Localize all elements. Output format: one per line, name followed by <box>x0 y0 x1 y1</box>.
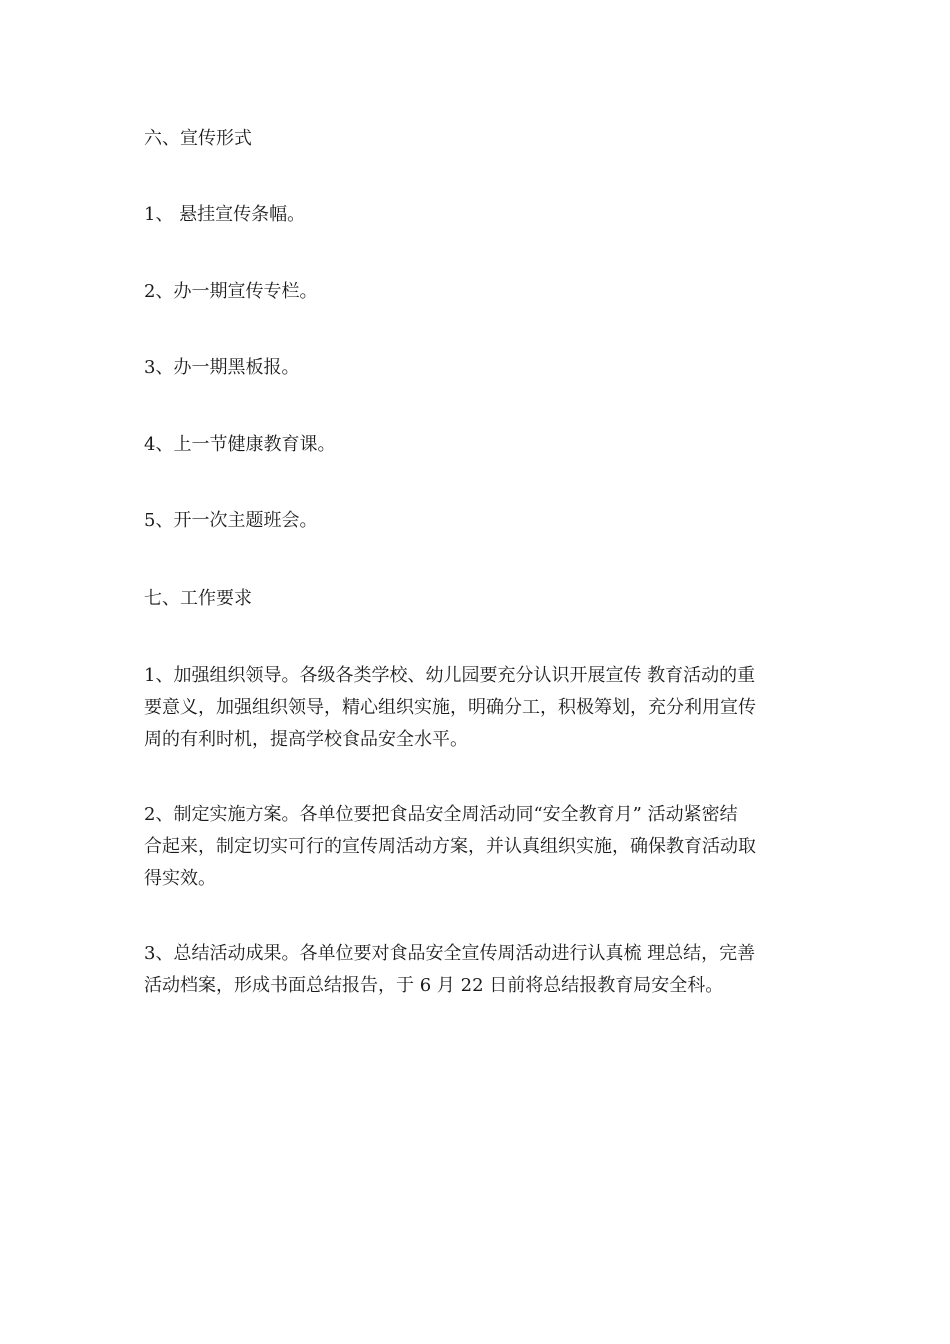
requirement-paragraph <box>144 938 809 1002</box>
list-item: 5、开一次主题班会。 <box>144 510 318 531</box>
list-item: 2、办一期宣传专栏。 <box>144 281 318 302</box>
list-item: 4、上一节健康教育课。 <box>144 434 336 455</box>
paragraph-line: 1、加强组织领导。各级各类学校、幼儿园要充分认识开展宣传 教育活动的重 <box>144 665 756 686</box>
paragraph-line: 得实效。 <box>144 868 216 889</box>
list-item: 1、 悬挂宣传条幅。 <box>144 204 306 225</box>
paragraph-line: 周的有利时机，提高学校食品安全水平。 <box>144 729 468 750</box>
section-six-heading: 六、宣传形式 <box>144 128 252 149</box>
paragraph-line: 2、制定实施方案。各单位要把食品安全周活动同“安全教育月” 活动紧密结 <box>144 804 738 825</box>
requirement-paragraph <box>144 799 809 895</box>
paragraph-line: 要意义，加强组织领导，精心组织实施，明确分工，积极筹划，充分利用宣传 <box>144 697 756 718</box>
list-item: 3、办一期黑板报。 <box>144 357 300 378</box>
requirement-paragraph <box>144 660 809 756</box>
section-seven-heading: 七、工作要求 <box>144 588 252 609</box>
paragraph-line: 活动档案，形成书面总结报告，于 6 月 22 日前将总结报教育局安全科。 <box>144 975 724 996</box>
paragraph-line: 3、总结活动成果。各单位要对食品安全宣传周活动进行认真梳 理总结，完善 <box>144 943 756 964</box>
paragraph-line: 合起来，制定切实可行的宣传周活动方案，并认真组织实施，确保教育活动取 <box>144 836 756 857</box>
